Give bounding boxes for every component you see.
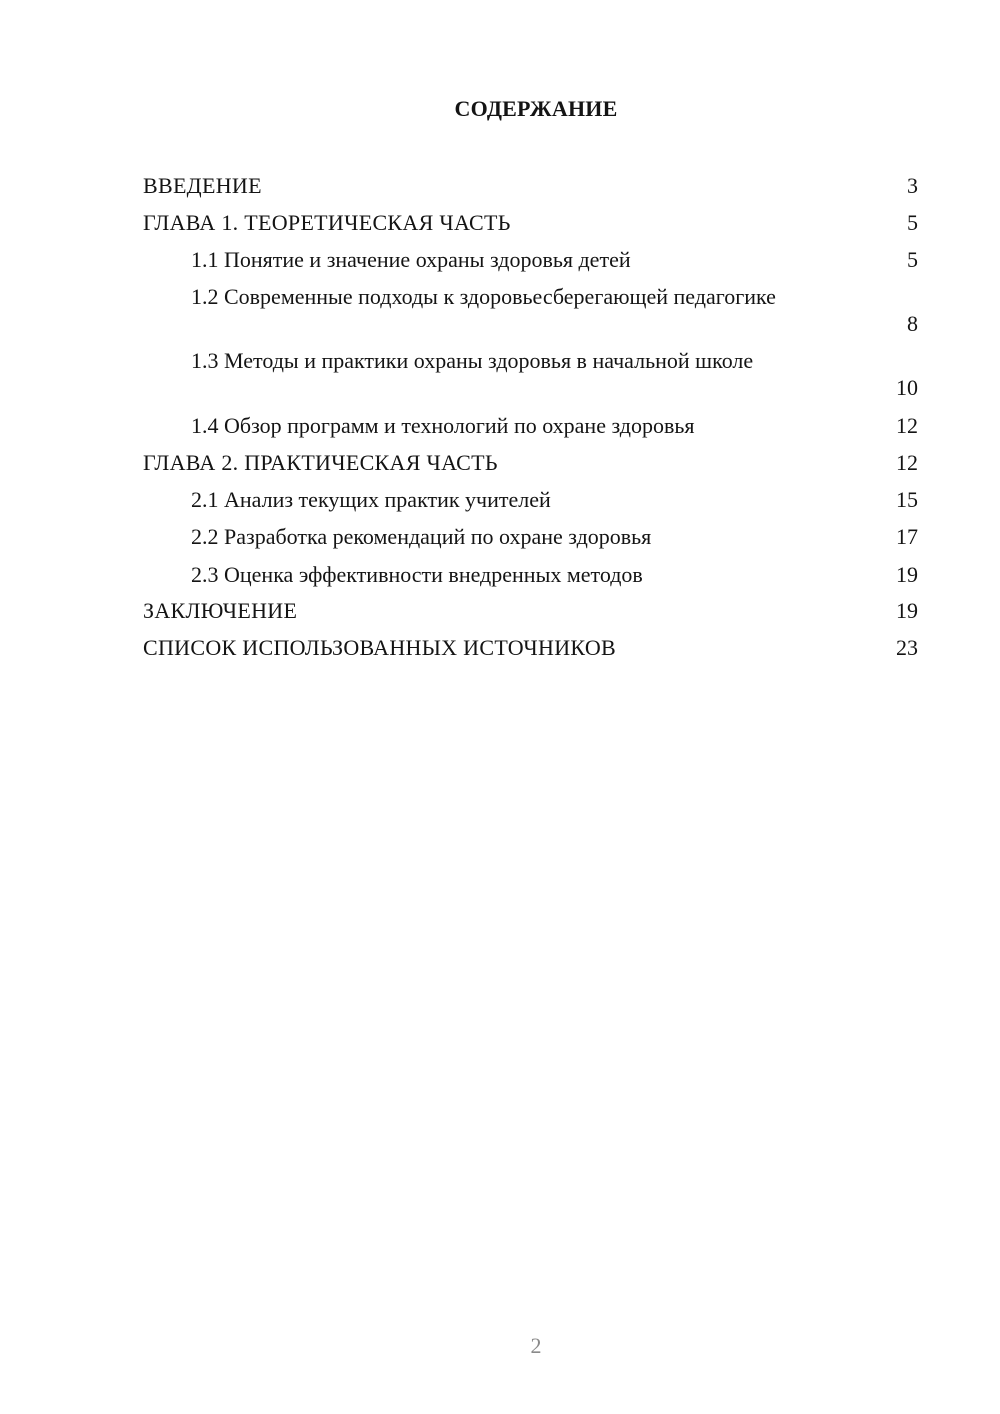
toc-entry-page: 15 — [896, 487, 918, 512]
toc-entry-title: ГЛАВА 1. ТЕОРЕТИЧЕСКАЯ ЧАСТЬ — [143, 210, 511, 235]
toc-entry-page: 5 — [907, 247, 918, 272]
toc-entry-page: 5 — [907, 210, 918, 235]
toc-entry-page: 12 — [896, 413, 918, 438]
page-number: 2 — [530, 1333, 542, 1358]
toc-entry-page: 12 — [896, 450, 918, 475]
toc-entry-title: 1.2 Современные подходы к здоровьесберегающей педагогике — [191, 284, 776, 309]
toc-entry-page: 3 — [907, 173, 918, 198]
toc-entry-page: 19 — [896, 562, 918, 587]
toc-entry-page: 23 — [896, 635, 918, 660]
toc-entry-title: 2.2 Разработка рекомендаций по охране здоровья — [191, 524, 652, 549]
toc-entry-page: 17 — [896, 524, 918, 549]
toc-entry-title: 2.3 Оценка эффективности внедренных методов — [191, 562, 643, 587]
toc-entry-title: 2.1 Анализ текущих практик учителей — [191, 487, 551, 512]
toc-entry-title: ВВЕДЕНИЕ — [143, 173, 262, 198]
toc-entry-title: 1.4 Обзор программ и технологий по охране здоровья — [191, 413, 695, 438]
toc-entry-title: 1.3 Методы и практики охраны здоровья в начальной школе — [191, 348, 754, 373]
toc-entry-title: ЗАКЛЮЧЕНИЕ — [143, 598, 298, 623]
toc-entry-title: СПИСОК ИСПОЛЬЗОВАННЫХ ИСТОЧНИКОВ — [143, 635, 616, 660]
toc-entry-page: 10 — [896, 375, 918, 400]
toc-entry-title: 1.1 Понятие и значение охраны здоровья детей — [191, 247, 631, 272]
toc-entry-title: ГЛАВА 2. ПРАКТИЧЕСКАЯ ЧАСТЬ — [143, 450, 498, 475]
toc-entry-page: 8 — [907, 311, 918, 336]
toc-heading: СОДЕРЖАНИЕ — [454, 96, 618, 121]
toc-entry-page: 19 — [896, 598, 918, 623]
